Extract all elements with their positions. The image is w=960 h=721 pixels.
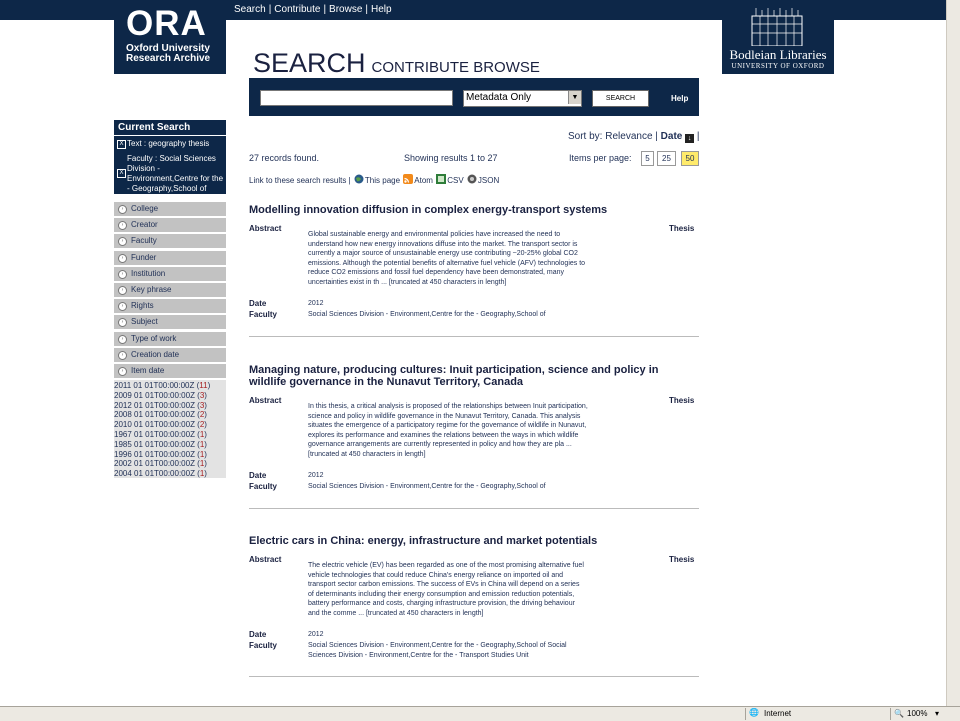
item-date-count: 3 [199,400,205,410]
sort-descending-icon[interactable]: ↓ [685,134,694,143]
item-date-row[interactable]: 2009 01 01T00:00:00Z (3) [114,390,207,400]
facet-label: Creation date [131,349,180,359]
result-faculty: Social Sciences Division - Environment,Centre for the - Geography,School of [308,483,546,490]
facet-item-date[interactable] [114,364,226,380]
zoom-icon: 🔍 [894,709,904,718]
sort-controls: Sort by: Relevance | Date ↓ | [568,131,700,142]
item-date-row[interactable]: 1985 01 01T00:00:00Z (1) [114,439,207,449]
internet-icon: 🌐 [749,708,759,717]
facet-label: Key phrase [131,285,172,294]
facet-rights[interactable] [114,299,226,315]
item-date-row[interactable]: 1996 01 01T00:00:00Z (1) [114,449,207,459]
item-date-value: 1967 01 01T00:00:00Z [114,430,195,439]
item-date-row[interactable]: 2002 01 01T00:00:00Z (1) [114,459,207,469]
globe-icon [354,174,364,184]
item-date-row[interactable]: 2012 01 01T00:00:00Z (3) [114,400,207,410]
ora-logo[interactable] [114,0,226,74]
csv-icon [436,174,446,184]
date-label: Date [249,299,267,308]
item-date-row[interactable]: 2010 01 01T00:00:00Z (2) [114,420,207,430]
expand-icon: › [118,302,127,311]
item-date-count: 1 [199,459,205,469]
current-search-list [114,136,226,194]
expand-icon: › [118,335,127,344]
facet-college[interactable] [114,202,226,218]
item-date-value: 2004 01 01T00:00:00Z [114,469,195,479]
ora-logo-subtitle: Oxford University Research Archive [126,43,211,64]
item-date-value: 2008 01 01T00:00:00Z [114,410,195,420]
nav-search[interactable]: Search [234,4,266,15]
vertical-scrollbar[interactable] [946,0,960,706]
faculty-label: Faculty [249,482,278,491]
remove-filter-icon[interactable]: X [117,169,126,178]
item-date-value: 2012 01 01T00:00:00Z [114,400,195,410]
search-result-links: Link to these search results | This page Atom CSV JSON [249,176,500,185]
facet-label: Item date [131,366,165,375]
nav-help[interactable]: Help [371,4,392,15]
bodleian-logo[interactable] [722,0,834,74]
result-faculty: Social Sciences Division - Environment,Centre for the - Geography,School of Social Sciences Division - Environment,Centre for the - Transport Studies Unit [308,642,567,659]
rss-icon [403,174,413,184]
facet-label: College [131,204,159,213]
faculty-label: Faculty [249,641,278,650]
records-count: 27 records found. [249,153,320,163]
expand-icon: › [118,205,127,214]
result-divider [249,336,699,337]
result-date: 2012 [308,300,324,307]
item-date-value: 1985 01 01T00:00:00Z [114,439,195,449]
atom-link[interactable]: Atom [414,176,433,185]
expand-icon: › [118,351,127,360]
item-date-row[interactable]: 1967 01 01T00:00:00Z (1) [114,430,207,439]
facet-label: Faculty [131,236,157,246]
result-date: 2012 [308,472,324,479]
top-nav: Search | Contribute | Browse | Help [234,4,392,15]
sort-date[interactable]: Date [660,131,683,142]
result-type: Thesis [669,396,695,405]
facet-subject[interactable] [114,315,226,331]
heading-secondary: CONTRIBUTE BROWSE [371,59,540,76]
item-date-value: 2009 01 01T00:00:00Z [114,390,195,400]
item-date-value: 1996 01 01T00:00:00Z [114,449,195,459]
abstract-label: Abstract [249,224,282,233]
zoom-control[interactable]: 🔍 100% ▾ [890,708,947,720]
search-button[interactable]: SEARCH [592,90,649,107]
remove-filter-icon[interactable]: X [117,140,126,149]
nav-browse[interactable]: Browse [329,4,363,15]
date-label: Date [249,630,267,639]
json-icon [467,174,477,184]
ipp-option-25[interactable]: 25 [657,151,676,166]
facet-label: Funder [131,252,157,262]
result-divider [249,508,699,509]
search-input[interactable] [260,90,453,106]
current-search-text-filter: Text : geography thesis [127,139,210,148]
expand-icon: › [118,221,127,230]
item-date-list [114,380,226,478]
nav-contribute[interactable]: Contribute [274,4,321,15]
item-date-count: 3 [199,390,205,400]
items-per-page-label: Items per page: [569,153,632,163]
expand-icon: › [118,237,127,246]
item-date-value: 2011 01 01T00:00:00Z [114,381,195,390]
result-type: Thesis [669,224,695,233]
search-scope-select[interactable]: Metadata Only ▼ [463,90,582,107]
item-date-row[interactable]: 2011 01 01T00:00:00Z (11) [114,381,211,390]
ipp-option-50[interactable]: 50 [681,151,699,166]
result-abstract: Global sustainable energy and environmental policies have increased the need to understand how new energy innovations diffuse into the market. The transport sector is currently a major source of unsustainable energy use contributing ~20-25% global CO2 emissions. Although the potential benefits of alternative fuel vehicle (AFV) technologies to reduce CO2 emissions and fossil fuel dependency have been demonstrated, many uncertainties exist in th ... [truncated at 450 characters in length] [308,231,586,286]
facet-creation-date[interactable] [114,348,226,364]
item-date-count: 2 [199,420,205,430]
facet-label: Creator [131,220,158,230]
facet-label: Rights [131,301,154,311]
bodleian-name: Bodleian Libraries [729,47,827,62]
bodleian-subtitle: UNIVERSITY OF OXFORD [731,62,825,70]
current-search-faculty-filter: Faculty : Social Sciences Division - Environment,Centre for the - Geography,School of [127,154,224,193]
sort-relevance[interactable]: Relevance [605,131,653,142]
result-faculty: Social Sciences Division - Environment,Centre for the - Geography,School of [308,311,546,318]
page-heading [253,48,540,79]
status-bar [0,706,960,721]
bodleian-building-icon [750,6,804,46]
result-abstract: The electric vehicle (EV) has been regarded as one of the most promising alternative fuel vehicle technologies that could reduce China's energy reliance on imported oil and transport sector carbon emissions. The success of EVs in China will depend on a series of determinants including their energy consumption and emission reduction potentials, battery performance and costs, charging infrastructure provision, the driving behaviour and the comme ... [truncated at 450 characters in length] [308,562,584,617]
item-date-count: 1 [199,430,205,439]
item-date-count: 1 [199,439,205,449]
result-title[interactable]: Managing nature, producing cultures: Inuit participation, science and policy in wildlife governance in the Nunavut Territory, Canada [249,364,659,388]
result-abstract: In this thesis, a critical analysis is proposed of the relationships between Inuit participation, science and policy in wildlife governance in the Nunavut Territory, Canada. This analysis situates the emergence of a participatory regime for the governance of wildlife in Nunavut, explores its performance and examines the relations between the ways in which wildlife governance arrangements are currently represented in policy and how they are pla ... [truncated at 450 characters in length] [308,403,588,458]
facet-creator[interactable] [114,218,226,234]
facet-faculty[interactable] [114,234,226,250]
result-type: Thesis [669,555,695,564]
csv-link[interactable]: CSV [447,176,464,185]
showing-range: Showing results 1 to 27 [404,153,498,163]
item-date-row[interactable]: 2008 01 01T00:00:00Z (2) [114,410,207,420]
item-date-count: 11 [199,381,208,390]
facet-label: Subject [131,317,158,327]
json-link[interactable]: JSON [477,176,500,185]
item-date-count: 1 [199,469,205,479]
this-page-link[interactable]: This page [364,176,401,185]
expand-icon: › [118,270,127,279]
expand-icon: › [118,318,127,327]
expand-icon: › [118,254,127,263]
facet-label: Institution [131,268,166,278]
item-date-value: 2002 01 01T00:00:00Z [114,459,195,469]
item-date-value: 2010 01 01T00:00:00Z [114,420,195,430]
search-help-link[interactable]: Help [671,94,689,103]
faculty-label: Faculty [249,310,278,319]
result-title[interactable]: Modelling innovation diffusion in complex energy-transport systems [249,204,608,216]
chevron-down-icon[interactable]: ▾ [935,709,940,718]
item-date-row[interactable]: 2004 01 01T00:00:00Z (1) [114,469,207,479]
facet-funder[interactable] [114,251,226,267]
facet-type-of-work[interactable] [114,332,226,348]
facet-key-phrase[interactable] [114,283,226,299]
status-zone: 🌐 Internet [745,708,886,720]
item-date-count: 2 [199,410,205,420]
abstract-label: Abstract [249,555,282,564]
facet-institution[interactable] [114,267,226,283]
abstract-label: Abstract [249,396,282,405]
item-date-count: 1 [199,449,205,459]
chevron-down-icon[interactable]: ▼ [568,91,581,104]
result-divider [249,676,699,677]
expand-icon: › [118,367,127,376]
search-bar [249,78,699,116]
result-title[interactable]: Electric cars in China: energy, infrastructure and market potentials [249,535,598,547]
ora-logo-text: ORA [126,4,207,43]
current-search-title: Current Search [114,120,226,135]
ipp-option-5[interactable]: 5 [641,151,654,166]
heading-search: SEARCH [253,48,366,78]
facet-label: Type of work [131,333,177,343]
date-label: Date [249,471,267,480]
expand-icon: › [118,286,127,295]
result-date: 2012 [308,631,324,638]
